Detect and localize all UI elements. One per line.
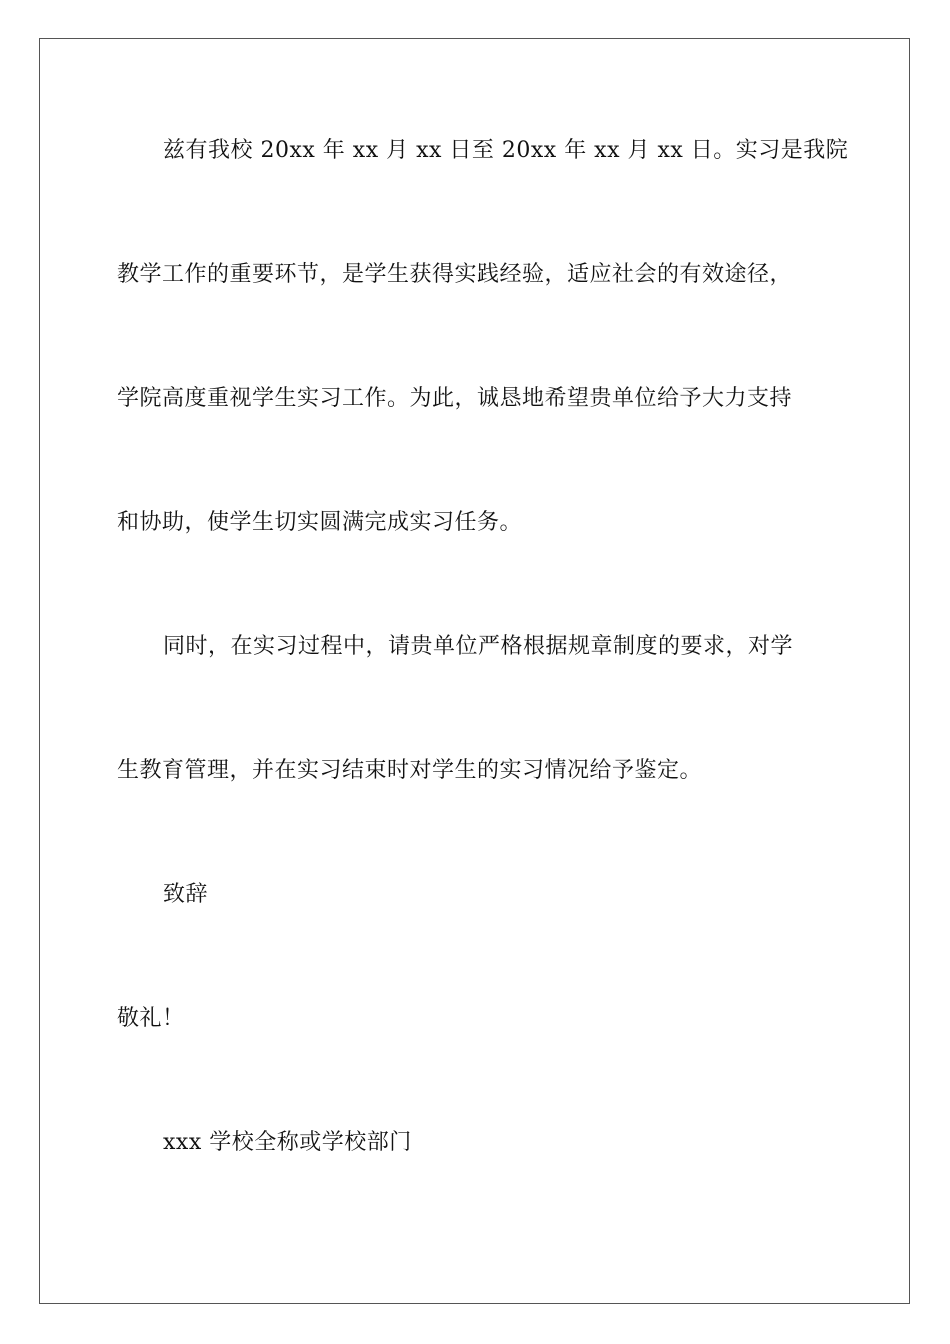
salutation-text: 敬礼！ xyxy=(117,1006,185,1031)
paragraph-1-line-4: 和协助，使学生切实圆满完成实习任务。 xyxy=(117,510,523,535)
paragraph-1-line-3: 学院高度重视学生实习工作。为此，诚恳地希望贵单位给予大力支持 xyxy=(117,386,793,411)
paragraph-1-line-2: 教学工作的重要环节，是学生获得实践经验，适应社会的有效途径， xyxy=(117,262,793,287)
paragraph-2-line-1: 同时，在实习过程中，请贵单位严格根据规章制度的要求，对学 xyxy=(163,634,794,659)
paragraph-2-line-2: 生教育管理，并在实习结束时对学生的实习情况给予鉴定。 xyxy=(117,758,703,783)
page-border xyxy=(39,38,910,1304)
signature-text: xxx 学校全称或学校部门 xyxy=(163,1130,412,1155)
paragraph-1-line-1: 兹有我校 20xx 年 xx 月 xx 日至 20xx 年 xx 月 xx 日。实习是我院 xyxy=(163,138,849,163)
closing-text: 致辞 xyxy=(163,882,209,907)
